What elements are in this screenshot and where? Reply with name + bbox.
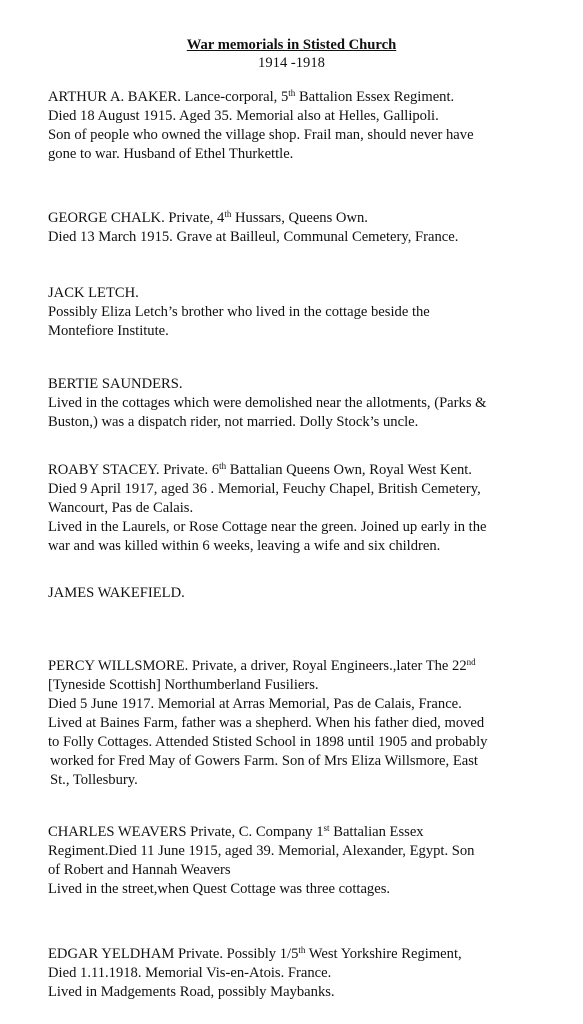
- entry-line: [48, 861, 549, 880]
- line-text: gone to war. Husband of Ethel Thurkettle.: [48, 146, 294, 162]
- line-text: Lived in the street,when Quest Cottage was three cottages.: [48, 881, 391, 897]
- memorial-entry: [48, 209, 549, 247]
- ordinal-suffix: th: [219, 461, 227, 471]
- entry-line: [48, 107, 549, 126]
- line-text: Died 1.11.1918. Memorial Vis-en-Atois. France.: [48, 965, 332, 981]
- line-text: Hussars, Queens Own.: [231, 210, 368, 226]
- line-text: Regiment.Died 11 June 1915, aged 39. Memorial, Alexander, Egypt. Son: [48, 843, 475, 859]
- memorial-entry: [48, 945, 549, 1002]
- line-text: Lived in the cottages which were demolished near the allotments, (Parks &: [48, 395, 487, 411]
- entry-line: [48, 88, 549, 107]
- entry-line: [48, 733, 549, 752]
- entry-line: [48, 983, 549, 1002]
- entry-line: [48, 145, 549, 164]
- document-title: War memorials in Stisted Church: [186, 37, 397, 53]
- line-text: Son of people who owned the village shop. Frail man, should never have: [48, 127, 474, 143]
- entry-line: [48, 676, 549, 695]
- entry-line: [48, 842, 549, 861]
- memorial-entry: [48, 88, 549, 164]
- ordinal-suffix: nd: [466, 657, 476, 667]
- entry-line: [48, 964, 549, 983]
- entry-line: [48, 823, 549, 842]
- line-text: Died 5 June 1917. Memorial at Arras Memorial, Pas de Calais, France.: [48, 696, 462, 712]
- entry-line: [48, 480, 549, 499]
- line-text: CHARLES WEAVERS Private, C. Company 1: [48, 824, 324, 840]
- line-text: Lived in Madgements Road, possibly Maybanks.: [48, 984, 335, 1000]
- line-text: [Tyneside Scottish] Northumberland Fusiliers.: [48, 677, 319, 693]
- entry-line: [48, 126, 549, 145]
- entry-line: [48, 303, 549, 322]
- entry-line: [48, 461, 549, 480]
- entry-line: [48, 209, 549, 228]
- memorial-entry: [48, 284, 549, 341]
- entry-line: [48, 695, 549, 714]
- line-text: worked for Fred May of Gowers Farm. Son of Mrs Eliza Willsmore, East: [50, 753, 478, 769]
- line-text: Wancourt, Pas de Calais.: [48, 500, 194, 516]
- line-text: Montefiore Institute.: [48, 323, 169, 339]
- entry-line: [48, 880, 549, 899]
- line-text: Died 9 April 1917, aged 36 . Memorial, Feuchy Chapel, British Cemetery,: [48, 481, 481, 497]
- memorial-entry: [48, 375, 549, 432]
- ordinal-suffix: st: [323, 823, 330, 833]
- memorial-entry: [48, 823, 549, 899]
- line-text: to Folly Cottages. Attended Stisted School in 1898 until 1905 and probably: [48, 734, 488, 750]
- line-text: JAMES WAKEFIELD.: [48, 585, 185, 601]
- line-text: PERCY WILLSMORE. Private, a driver, Royal Engineers.,later The 22: [48, 658, 467, 674]
- ordinal-suffix: th: [298, 945, 306, 955]
- line-text: BERTIE SAUNDERS.: [48, 376, 183, 392]
- entry-line: [48, 284, 549, 303]
- line-text: war and was killed within 6 weeks, leaving a wife and six children.: [48, 538, 441, 554]
- entry-line: [48, 413, 549, 432]
- entry-line: [48, 518, 549, 537]
- entry-line: [48, 228, 549, 247]
- memorial-entry: [48, 584, 549, 603]
- line-text: Battalian Essex: [329, 824, 424, 840]
- entry-line: [48, 537, 549, 556]
- line-text: Possibly Eliza Letch’s brother who lived in the cottage beside the: [48, 304, 430, 320]
- line-text: ROABY STACEY. Private. 6: [48, 462, 220, 478]
- line-text: of Robert and Hannah Weavers: [48, 862, 231, 878]
- entry-line: [48, 752, 549, 771]
- entry-line: [48, 584, 549, 603]
- line-text: Died 13 March 1915. Grave at Bailleul, Communal Cemetery, France.: [48, 229, 459, 245]
- document-years: 1914 -1918: [258, 55, 325, 71]
- memorial-entry: [48, 461, 549, 556]
- ordinal-suffix: th: [288, 88, 296, 98]
- entry-line: [48, 499, 549, 518]
- entry-line: [48, 322, 549, 341]
- entry-line: [48, 945, 549, 964]
- entry-line: [48, 714, 549, 733]
- line-text: EDGAR YELDHAM Private. Possibly 1/5: [48, 946, 299, 962]
- line-text: Lived in the Laurels, or Rose Cottage near the green. Joined up early in the: [48, 519, 487, 535]
- line-text: St., Tollesbury.: [50, 772, 138, 788]
- line-text: ARTHUR A. BAKER. Lance-corporal, 5: [48, 89, 289, 105]
- line-text: GEORGE CHALK. Private, 4: [48, 210, 225, 226]
- ordinal-suffix: th: [224, 209, 232, 219]
- line-text: Battalian Queens Own, Royal West Kent.: [226, 462, 472, 478]
- line-text: Battalion Essex Regiment.: [295, 89, 455, 105]
- line-text: Lived at Baines Farm, father was a shepherd. When his father died, moved: [48, 715, 485, 731]
- entry-line: [48, 771, 549, 790]
- entry-line: [48, 394, 549, 413]
- line-text: West Yorkshire Regiment,: [305, 946, 462, 962]
- entry-line: [48, 375, 549, 394]
- entry-line: [48, 657, 549, 676]
- line-text: JACK LETCH.: [48, 285, 139, 301]
- line-text: Buston,) was a dispatch rider, not married. Dolly Stock’s uncle.: [48, 414, 419, 430]
- memorial-entry: [48, 657, 549, 790]
- line-text: Died 18 August 1915. Aged 35. Memorial also at Helles, Gallipoli.: [48, 108, 439, 124]
